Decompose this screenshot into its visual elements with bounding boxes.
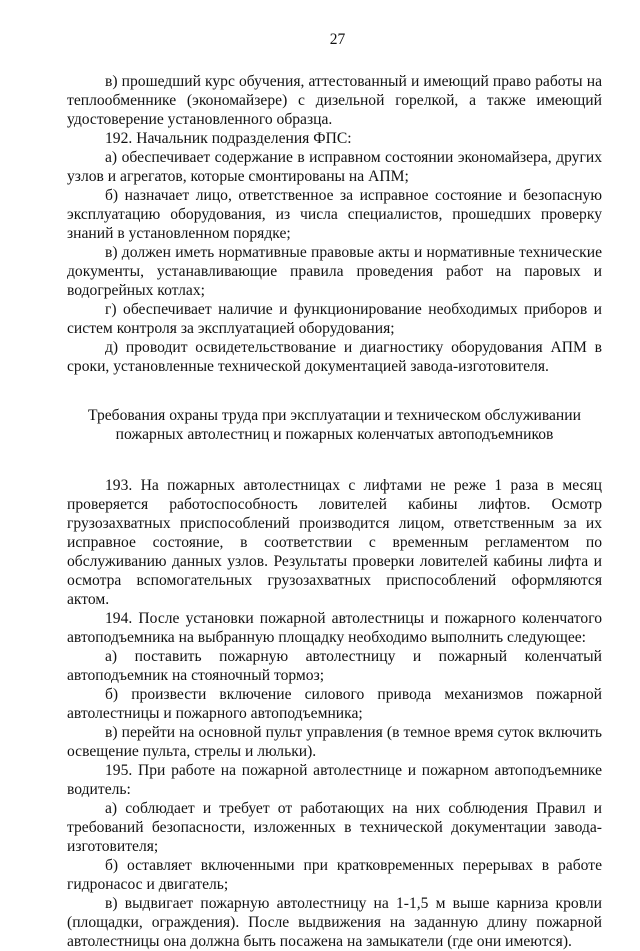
paragraph-195-heading: 195. При работе на пожарной автолестнице и пожарном автоподъемнике водитель:	[67, 762, 602, 798]
paragraph-192-d: д) проводит освидетельствование и диагностику оборудования АПМ в сроки, установленные технической документацией завода-изготовителя.	[67, 339, 602, 375]
section-bottom	[67, 476, 602, 951]
paragraph-194-heading: 194. После установки пожарной автолестницы и пожарного коленчатого автоподъемника на выбранную площадку необходимо выполнить следующее:	[67, 610, 602, 646]
paragraph-item-v-training: в) прошедший курс обучения, аттестованный и имеющий право работы на теплообменнике (экономайзере) с дизельной горелкой, а также имеющий удостоверение установленного образца.	[67, 73, 602, 128]
paragraph-195-v: в) выдвигает пожарную автолестницу на 1-1,5 м выше карниза кровли (площадки, ограждения). После выдвижения на заданную длину пожарной автолестницы она должна быть посажена на замыкатели (где они имеются).	[67, 895, 602, 950]
section-heading	[67, 406, 602, 444]
paragraph-192-b: б) назначает лицо, ответственное за исправное состояние и безопасную эксплуатацию оборудования, из числа специалистов, прошедших проверку знаний в установленном порядке;	[67, 187, 602, 242]
paragraph-192-g: г) обеспечивает наличие и функционирование необходимых приборов и систем контроля за эксплуатацией оборудования;	[67, 301, 602, 337]
paragraph-192-heading: 192. Начальник подразделения ФПС:	[105, 130, 352, 147]
paragraph-195-a: а) соблюдает и требует от работающих на них соблюдения Правил и требований безопасности, изложенных в технической документации завода-изготовителя;	[67, 800, 602, 855]
page-number: 27	[329, 31, 346, 48]
section-heading-line-1: Требования охраны труда при эксплуатации и техническом обслуживании	[88, 407, 581, 424]
paragraph-194-b: б) произвести включение силового привода механизмов пожарной автолестницы и пожарного автоподъемника;	[67, 686, 602, 722]
paragraph-195-b: б) оставляет включенными при кратковременных перерывах в работе гидронасос и двигатель;	[67, 857, 602, 893]
paragraph-194-a: а) поставить пожарную автолестницу и пожарный коленчатый автоподъемник на стояночный тормоз;	[67, 648, 602, 684]
paragraph-194-v: в) перейти на основной пульт управления (в темное время суток включить освещение пульта, стрелы и люльки).	[67, 724, 602, 760]
paragraph-193: 193. На пожарных автолестницах с лифтами не реже 1 раза в месяц проверяется работоспособность ловителей кабины лифтов. Осмотр грузозахватных приспособлений производится лицом, ответственным за их исправное состояние, в соответствии с временным регламентом по обслуживанию данных узлов. Результаты проверки ловителей кабины лифта и осмотра вспомогательных грузозахватных приспособлений оформляются актом.	[67, 477, 602, 608]
section-top	[67, 72, 602, 376]
paragraph-192-a: а) обеспечивает содержание в исправном состоянии экономайзера, других узлов и агрегатов, которые смонтированы на АПМ;	[67, 149, 602, 185]
document-page	[67, 30, 602, 951]
paragraph-192-v: в) должен иметь нормативные правовые акты и нормативные технические документы, устанавливающие правила проведения работ на паровых и водогрейных котлах;	[67, 244, 602, 299]
section-heading-line-2: пожарных автолестниц и пожарных коленчатых автоподъемников	[115, 426, 554, 443]
